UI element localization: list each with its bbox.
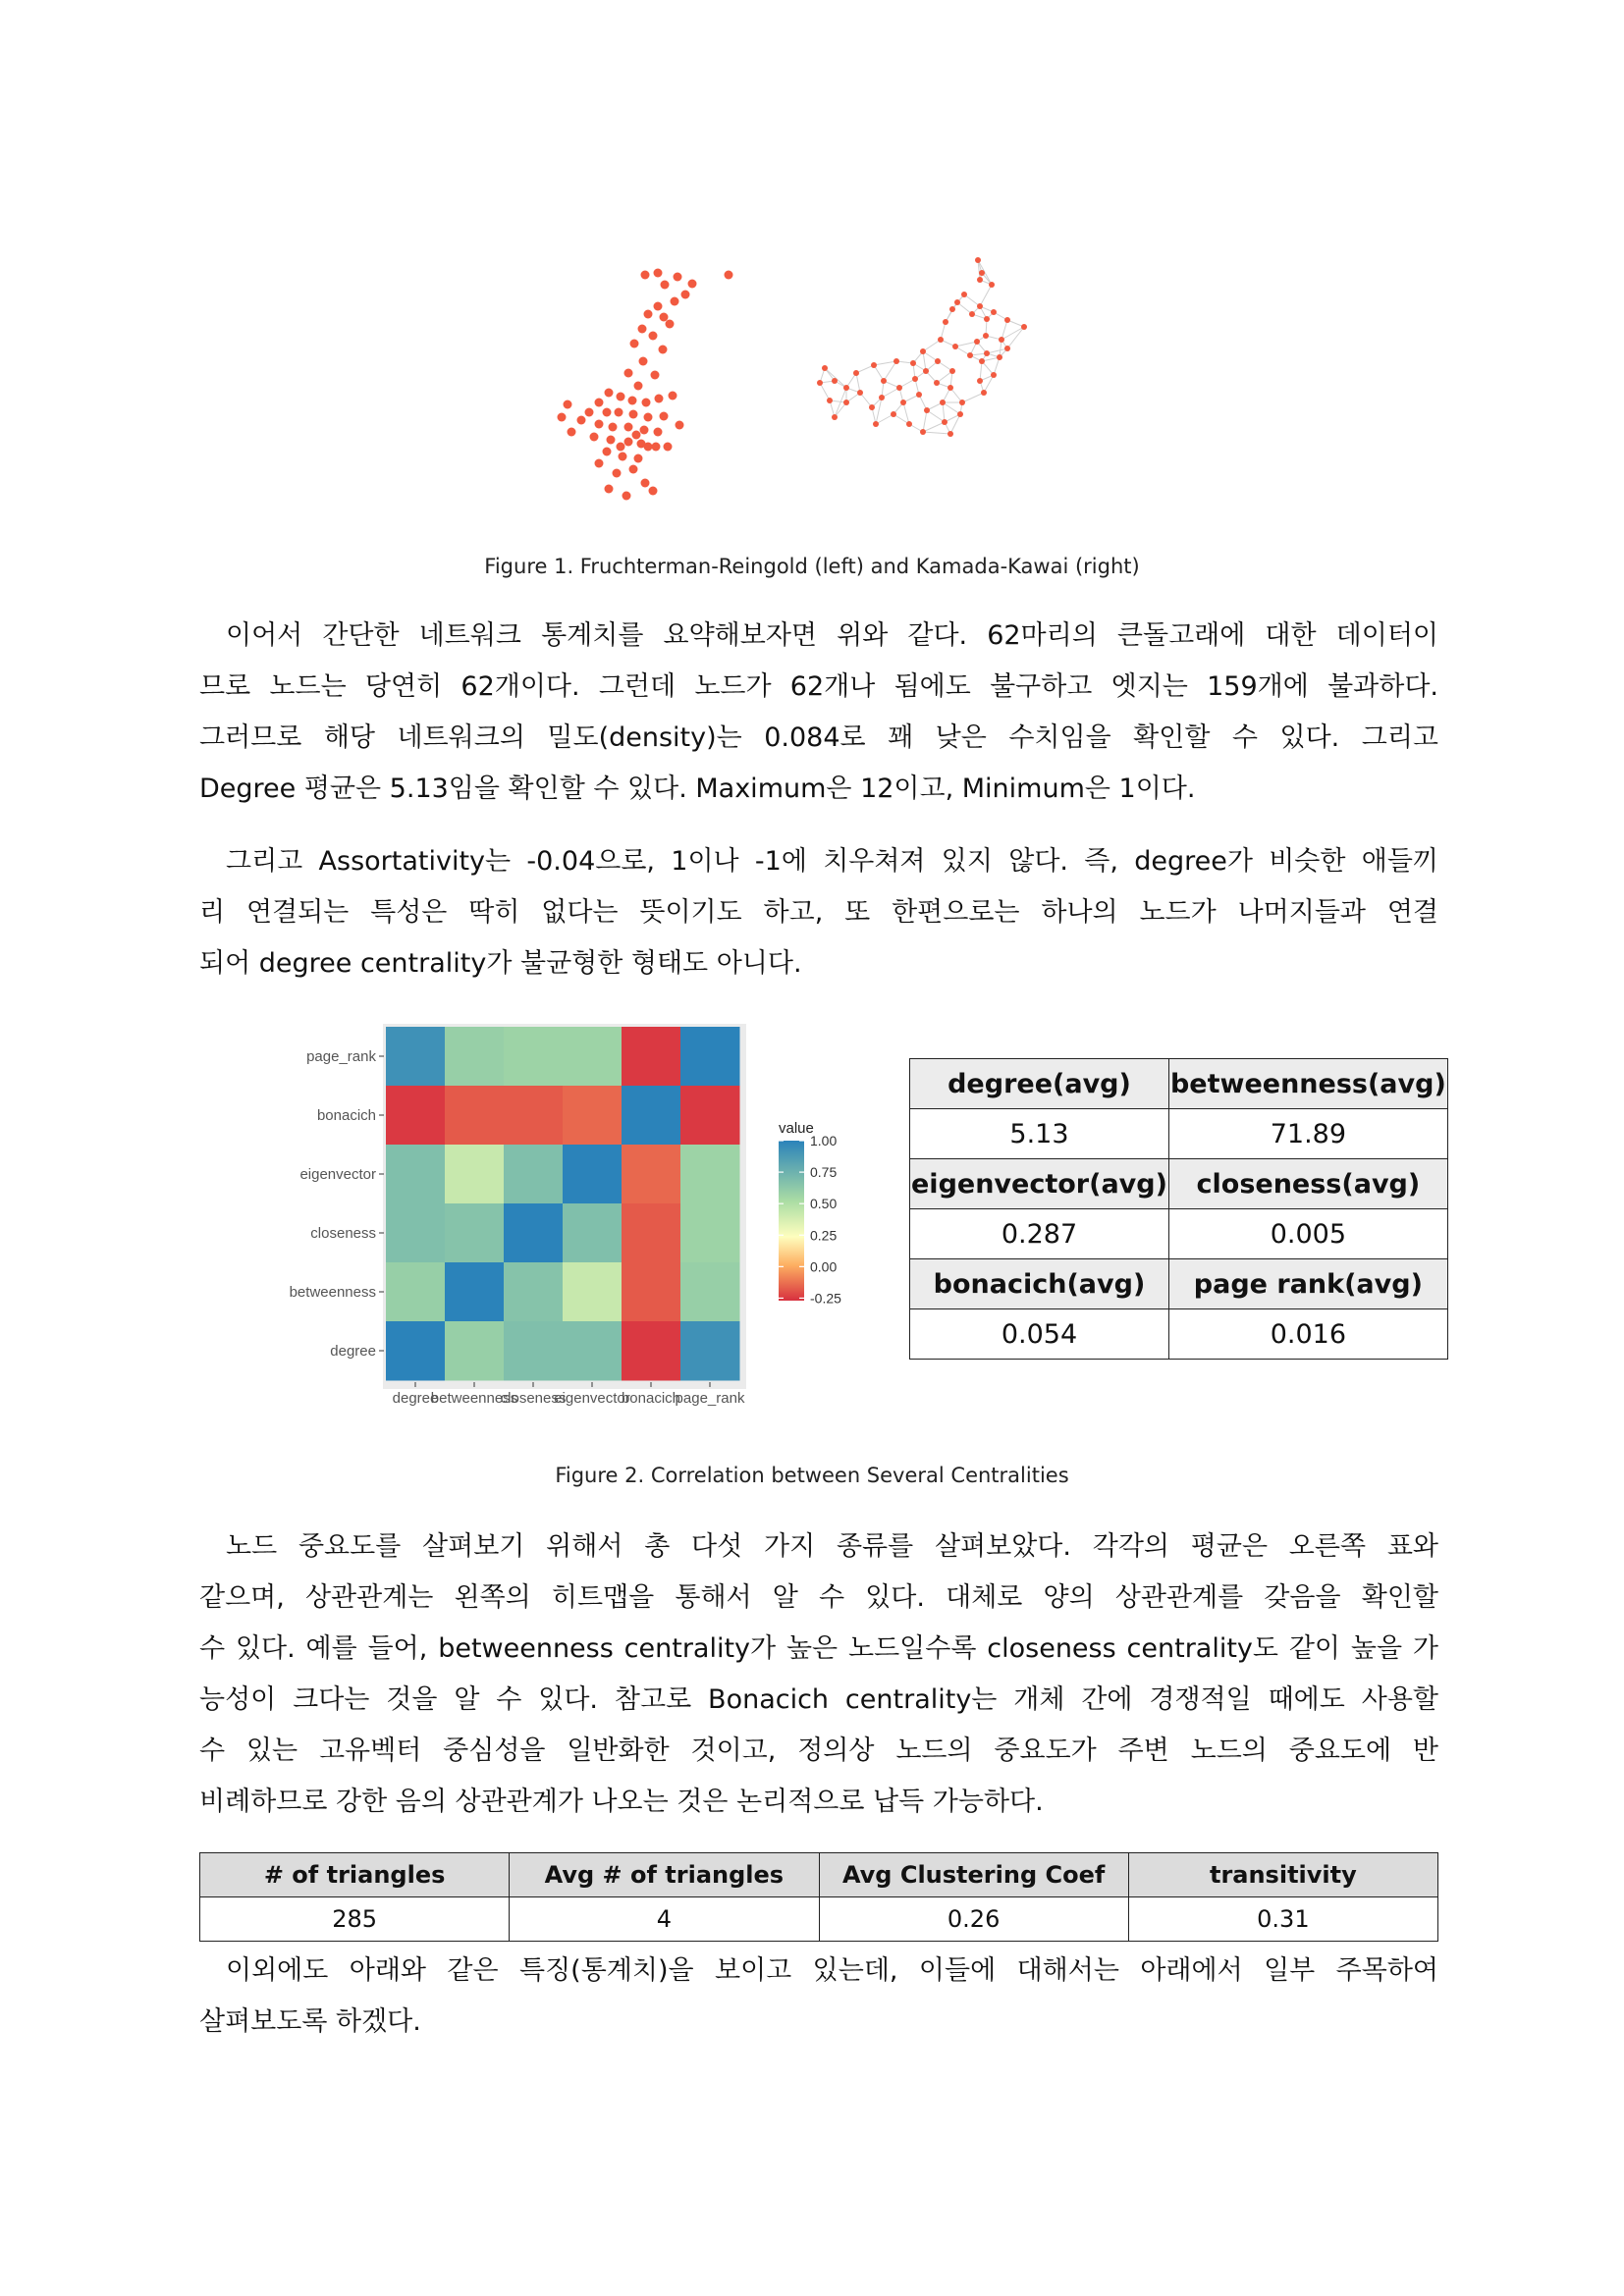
- legend-tick-label: 0.75: [810, 1164, 838, 1181]
- table-header-row: [910, 1059, 1448, 1109]
- paragraph-line: 살펴보도록 하겠다.: [199, 2006, 421, 2037]
- paragraph-assortativity: [199, 836, 1438, 989]
- graph-node: [900, 400, 906, 405]
- graph-node: [623, 492, 631, 501]
- graph-edge: [943, 402, 945, 422]
- graph-node: [843, 400, 849, 405]
- graph-node: [624, 369, 633, 378]
- graph-node: [638, 325, 647, 334]
- graph-node: [617, 443, 625, 452]
- graph-node: [871, 362, 877, 368]
- graph-edge: [923, 410, 927, 432]
- graph-node: [634, 382, 643, 391]
- graph-node: [629, 410, 638, 419]
- heatmap-cell: [445, 1262, 505, 1322]
- graph-node: [947, 385, 953, 391]
- graph-node: [624, 423, 633, 432]
- graph-node: [832, 378, 838, 384]
- correlation-heatmap: [255, 1011, 884, 1433]
- y-tick-label: bonacich: [316, 1107, 376, 1124]
- heatmap-cell: [386, 1145, 446, 1204]
- graph-node: [558, 413, 567, 422]
- legend-title: value: [779, 1120, 814, 1137]
- graph-node: [977, 378, 983, 384]
- paragraph-line: 이어서 간단한 네트워크 통계치를 요약해보자면 위와 같다. 62마리의 큰돌고래에 대한 데이터이: [226, 620, 1438, 651]
- graph-node: [642, 399, 651, 407]
- graph-node: [640, 426, 649, 435]
- graph-node: [681, 291, 690, 299]
- graph-node: [639, 357, 648, 366]
- heatmap-cell: [386, 1262, 446, 1322]
- paragraph-line: 되어 degree centrality가 불균형한 형태도 아니다.: [199, 948, 802, 979]
- paragraph-centrality: [199, 1522, 1438, 1828]
- heatmap-cell: [622, 1145, 681, 1204]
- graph-node: [981, 390, 987, 396]
- graph-node: [983, 333, 989, 339]
- x-tick-label: betweenness: [430, 1390, 518, 1407]
- graph-node: [822, 365, 828, 371]
- paragraph-line: 므로 노드는 당연히 62개이다. 그런데 노드가 62개나 됨에도 불구하고 엣지는 159개에 불과하다.: [199, 671, 1438, 702]
- y-tick-label: closeness: [310, 1225, 376, 1242]
- graph-edge: [825, 368, 846, 388]
- x-tick-label: degree: [392, 1390, 439, 1407]
- figure1-network-plots: [491, 255, 1237, 520]
- kamada-kawai-graph: [817, 257, 1027, 437]
- graph-node: [979, 270, 985, 276]
- heatmap-cell: [386, 1027, 446, 1087]
- graph-node: [957, 411, 963, 417]
- paragraph-line: 능성이 크다는 것을 알 수 있다. 참고로 Bonacich centrality는 개체 간에 경쟁적일 때에도 사용할: [199, 1684, 1438, 1715]
- graph-node: [654, 428, 663, 437]
- heatmap-cell: [563, 1027, 623, 1087]
- graph-node: [605, 389, 614, 398]
- table-cell: 0.31: [1128, 1897, 1437, 1942]
- heatmap-cell: [504, 1145, 564, 1204]
- table-header-row: [910, 1259, 1448, 1309]
- graph-node: [952, 344, 958, 349]
- graph-node: [629, 465, 638, 474]
- graph-node: [641, 271, 650, 280]
- graph-node: [949, 306, 955, 312]
- paragraph-network-summary: [199, 611, 1438, 815]
- table-header-cell: # of triangles: [200, 1853, 510, 1897]
- table-header-row: [200, 1853, 1438, 1897]
- graph-node: [947, 431, 953, 437]
- graph-node: [655, 395, 664, 403]
- graph-node: [891, 411, 896, 417]
- graph-node: [688, 280, 697, 289]
- graph-node: [1004, 346, 1010, 351]
- graph-node: [615, 408, 623, 417]
- graph-node: [979, 358, 985, 364]
- heatmap-cell: [504, 1027, 564, 1087]
- paragraph-line: 그러므로 해당 네트워크의 밀도(density)는 0.084로 꽤 낮은 수치임을 확인할 수 있다. 그리고: [199, 722, 1438, 753]
- heatmap-cell: [680, 1203, 740, 1263]
- table-cell: 0.26: [819, 1897, 1128, 1942]
- graph-node: [934, 380, 940, 386]
- x-tick-label: closeness: [500, 1390, 567, 1407]
- triangle-stats-table: [199, 1852, 1438, 1942]
- graph-node: [605, 485, 614, 494]
- graph-node: [977, 303, 983, 309]
- x-tick-label: bonacich: [621, 1390, 681, 1407]
- table-header-cell: page rank(avg): [1168, 1259, 1447, 1309]
- graph-node: [660, 313, 669, 322]
- graph-node: [634, 454, 643, 463]
- graph-node: [609, 423, 618, 432]
- graph-node: [924, 407, 930, 413]
- heatmap-cell: [680, 1145, 740, 1204]
- graph-edge: [946, 302, 957, 322]
- heatmap-cell: [386, 1086, 446, 1146]
- figure2-caption: Figure 2. Correlation between Several Centralities: [555, 1464, 1069, 1487]
- graph-node: [641, 479, 650, 488]
- graph-edge: [856, 373, 860, 393]
- legend-tick-label: 1.00: [810, 1133, 838, 1148]
- graph-node: [940, 400, 946, 405]
- graph-edge: [962, 393, 984, 402]
- graph-node: [564, 400, 572, 409]
- table-row: [910, 1109, 1448, 1159]
- figure1-caption: Figure 1. Fruchterman-Reingold (left) and Kamada-Kawai (right): [484, 555, 1140, 578]
- graph-node: [652, 443, 661, 452]
- legend-tick-label: 0.25: [810, 1227, 838, 1244]
- heatmap-cell: [680, 1086, 740, 1146]
- x-tick-label: page_rank: [675, 1390, 745, 1407]
- graph-node: [975, 257, 981, 263]
- graph-edge: [984, 375, 994, 393]
- graph-node: [624, 438, 633, 447]
- graph-node: [997, 354, 1002, 360]
- graph-node: [832, 414, 838, 420]
- heatmap-cell: [504, 1262, 564, 1322]
- graph-edge: [955, 342, 977, 347]
- legend-tick-label: -0.25: [810, 1290, 841, 1307]
- table-cell: 0.016: [1168, 1309, 1447, 1360]
- y-tick-label: eigenvector: [299, 1166, 376, 1183]
- graph-node: [1021, 324, 1027, 330]
- graph-edge: [876, 398, 882, 424]
- table-cell: 4: [510, 1897, 819, 1942]
- graph-node: [585, 408, 594, 417]
- graph-edge: [820, 383, 830, 400]
- table-cell: 5.13: [910, 1109, 1169, 1159]
- graph-node: [843, 385, 849, 391]
- graph-node: [910, 360, 916, 366]
- graph-node: [666, 320, 675, 329]
- graph-node: [607, 436, 616, 445]
- graph-edge: [923, 340, 941, 351]
- graph-node: [935, 358, 941, 364]
- graph-node: [954, 299, 960, 305]
- graph-node: [912, 376, 918, 382]
- table-header-cell: closeness(avg): [1168, 1159, 1447, 1209]
- graph-node: [613, 469, 622, 478]
- graph-node: [619, 453, 627, 461]
- graph-node: [961, 292, 967, 297]
- table-header-cell: Avg Clustering Coef: [819, 1853, 1128, 1897]
- legend-tick-label: 0.50: [810, 1196, 838, 1212]
- graph-node: [603, 448, 612, 456]
- table-cell: 0.054: [910, 1309, 1169, 1360]
- graph-node: [977, 277, 983, 283]
- heatmap-cell: [563, 1086, 623, 1146]
- heatmap-cell: [622, 1203, 681, 1263]
- graph-node: [984, 316, 990, 322]
- heatmap-cell: [563, 1262, 623, 1322]
- heatmap-cell: [386, 1203, 446, 1263]
- graph-node: [644, 413, 653, 422]
- graph-node: [906, 421, 912, 427]
- graph-node: [989, 282, 995, 288]
- heatmap-cell: [563, 1203, 623, 1263]
- paragraph-line: 이외에도 아래와 같은 특징(통계치)을 보이고 있는데, 이들에 대해서는 아래에서 일부 주목하여: [226, 1955, 1438, 1986]
- graph-node: [857, 390, 863, 396]
- graph-node: [893, 358, 899, 364]
- graph-node: [661, 281, 670, 290]
- table-header-row: [910, 1159, 1448, 1209]
- graph-node: [938, 337, 944, 343]
- graph-edge: [964, 294, 980, 306]
- graph-node: [649, 332, 658, 341]
- graph-node: [959, 400, 965, 405]
- graph-edge: [923, 422, 945, 432]
- graph-node: [659, 346, 668, 354]
- graph-node: [725, 271, 733, 280]
- heatmap-cell: [563, 1145, 623, 1204]
- graph-node: [651, 371, 660, 380]
- graph-node: [920, 348, 926, 354]
- graph-edge: [1007, 327, 1024, 348]
- table-header-cell: Avg # of triangles: [510, 1853, 819, 1897]
- graph-edge: [980, 361, 982, 381]
- graph-node: [669, 392, 677, 400]
- graph-node: [942, 419, 947, 425]
- heatmap-cell: [622, 1262, 681, 1322]
- paragraph-line: 노드 중요도를 살펴보기 위해서 총 다섯 가지 종류를 살펴보았다. 각각의 평균은 오른쪽 표와: [226, 1531, 1438, 1562]
- graph-node: [817, 380, 823, 386]
- graph-node: [943, 319, 948, 325]
- graph-node: [671, 297, 679, 306]
- table-row: [910, 1309, 1448, 1360]
- graph-edge: [943, 402, 960, 414]
- graph-edge: [923, 351, 926, 371]
- graph-node: [873, 421, 879, 427]
- paragraph-line: Degree 평균은 5.13임을 확인할 수 있다. Maximum은 12이고, Minimum은 1이다.: [199, 774, 1196, 804]
- graph-node: [984, 350, 990, 356]
- heatmap-cell: [504, 1086, 564, 1146]
- graph-node: [869, 404, 875, 410]
- paragraph-line: 리 연결되는 특성은 딱히 없다는 뜻이기도 하고, 또 한편으로는 하나의 노드가 나머지들과 연결: [199, 897, 1438, 928]
- graph-node: [853, 370, 859, 376]
- graph-node: [590, 433, 599, 442]
- centrality-averages-table: [909, 1058, 1448, 1360]
- table-cell: 0.287: [910, 1209, 1169, 1259]
- graph-node: [595, 459, 604, 468]
- graph-node: [577, 416, 586, 425]
- heatmap-cell: [445, 1027, 505, 1087]
- heatmap-cell: [622, 1086, 681, 1146]
- table-cell: 0.005: [1168, 1209, 1447, 1259]
- graph-node: [974, 339, 980, 345]
- graph-node: [920, 429, 926, 435]
- graph-node: [991, 309, 997, 315]
- graph-node: [676, 421, 684, 430]
- y-tick-label: degree: [330, 1343, 376, 1360]
- graph-edge: [937, 371, 952, 383]
- graph-node: [660, 412, 669, 421]
- heatmap-cell: [563, 1321, 623, 1381]
- table-header-cell: betweenness(avg): [1168, 1059, 1447, 1109]
- graph-edge: [884, 361, 896, 381]
- heatmap-cell: [445, 1086, 505, 1146]
- graph-node: [649, 487, 658, 496]
- graph-node: [568, 428, 576, 437]
- heatmap-cell: [504, 1203, 564, 1263]
- paragraph-line: 같으며, 상관관계는 왼쪽의 히트맵을 통해서 알 수 있다. 대체로 양의 상관관계를 갖음을 확인할: [199, 1582, 1438, 1613]
- graph-node: [595, 420, 604, 429]
- paragraph-line: 수 있는 고유벡터 중심성을 일반화한 것이고, 정의상 노드의 중요도가 주변 노드의 중요도에 반: [199, 1735, 1438, 1766]
- graph-node: [595, 399, 604, 407]
- graph-edge: [874, 361, 896, 365]
- graph-node: [1004, 317, 1010, 323]
- graph-node: [999, 337, 1004, 343]
- table-header-cell: bonacich(avg): [910, 1259, 1169, 1309]
- legend-colorbar: [779, 1141, 804, 1301]
- y-tick-label: betweenness: [289, 1284, 376, 1301]
- table-cell: 285: [200, 1897, 510, 1942]
- graph-node: [654, 302, 663, 311]
- graph-edge: [882, 388, 899, 398]
- graph-node: [827, 398, 833, 403]
- graph-node: [949, 368, 955, 374]
- heatmap-cell: [680, 1321, 740, 1381]
- table-row: [200, 1897, 1438, 1942]
- table-header-cell: transitivity: [1128, 1853, 1437, 1897]
- legend-tick-label: 0.00: [810, 1258, 838, 1275]
- table-header-cell: eigenvector(avg): [910, 1159, 1169, 1209]
- heatmap-cell: [680, 1262, 740, 1322]
- heatmap-cell: [622, 1321, 681, 1381]
- graph-node: [879, 395, 885, 400]
- graph-node: [628, 397, 637, 405]
- graph-node: [923, 368, 929, 374]
- graph-node: [896, 385, 902, 391]
- heatmap-cell: [504, 1321, 564, 1381]
- heatmap-cell: [680, 1027, 740, 1087]
- paragraph-line: 비례하므로 강한 음의 상관관계가 나오는 것은 논리적으로 납득 가능하다.: [199, 1787, 1044, 1817]
- graph-node: [664, 443, 673, 452]
- graph-node: [916, 392, 922, 398]
- graph-edge: [923, 432, 950, 434]
- heatmap-cell: [445, 1145, 505, 1204]
- paragraph-additional: [199, 1946, 1438, 2048]
- paragraph-line: 그리고 Assortativity는 -0.04으로, 1이나 -1에 치우쳐져 있지 않다. 즉, degree가 비슷한 애들끼: [226, 846, 1438, 877]
- graph-node: [603, 408, 612, 417]
- graph-node: [969, 311, 975, 317]
- graph-node: [630, 340, 639, 348]
- heatmap-cell: [622, 1027, 681, 1087]
- table-cell: 71.89: [1168, 1109, 1447, 1159]
- paragraph-line: 수 있다. 예를 들어, betweenness centrality가 높은 노드일수록 closeness centrality도 같이 높을 가: [199, 1633, 1438, 1664]
- heatmap-cell: [386, 1321, 446, 1381]
- graph-node: [644, 310, 653, 319]
- fruchterman-reingold-graph: [558, 269, 733, 501]
- heatmap-cell: [445, 1203, 505, 1263]
- graph-node: [644, 443, 653, 452]
- graph-edge: [980, 285, 992, 306]
- graph-node: [632, 431, 641, 440]
- heatmap-cell: [445, 1321, 505, 1381]
- graph-node: [654, 269, 663, 278]
- graph-node: [991, 372, 997, 378]
- graph-node: [617, 393, 625, 401]
- graph-node: [674, 273, 682, 282]
- y-tick-label: page_rank: [306, 1048, 376, 1065]
- table-header-cell: degree(avg): [910, 1059, 1169, 1109]
- x-tick-label: eigenvector: [554, 1390, 630, 1407]
- graph-edge: [876, 414, 893, 424]
- table-row: [910, 1209, 1448, 1259]
- graph-node: [881, 378, 887, 384]
- graph-edge: [927, 410, 945, 422]
- graph-node: [967, 352, 973, 358]
